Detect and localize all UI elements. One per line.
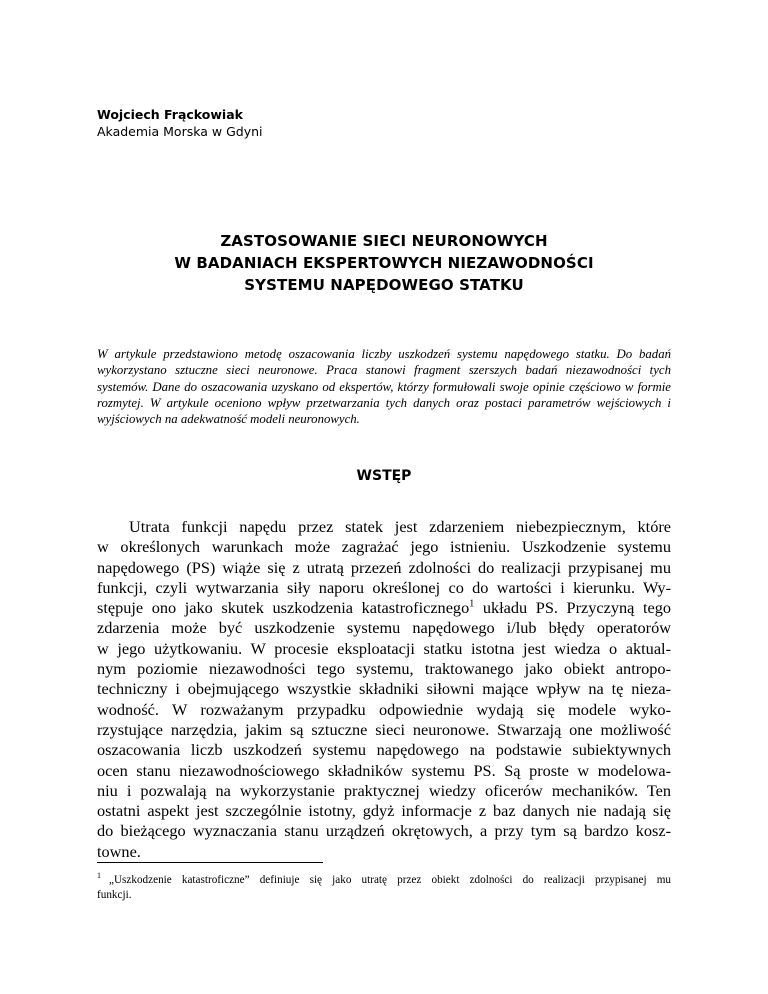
body-line: oszacowania liczb uszkodzeń systemu napędowego na podstawie subiektywnych — [97, 740, 671, 760]
title-line: W BADANIACH EKSPERTOWYCH NIEZAWODNOŚCI — [174, 254, 594, 272]
abstract: W artykule przedstawiono metodę oszacowania liczby uszkodzeń systemu napędowego statku. Do badań wykorzystano sztuczne sieci neuronowe. Praca stanowi fragment szerszych badań niezawodności tych systemów. Dane do oszacowania uzyskano od ekspertów, którzy formułowali swoje opinie częściowo w formie rozmytej. W artykule oceniono wpływ przetwarzania tych danych oraz postaci parametrów wejściowych i wyjściowych na adekwatność modeli neuronowych. — [97, 347, 671, 427]
author-affiliation: Akademia Morska w Gdyni — [97, 124, 263, 139]
body-line: zdarzenia może być uszkodzenie systemu napędowego i/lub błędy operatorów — [97, 618, 671, 638]
body-line-with-footnote — [97, 598, 671, 618]
body-line-text: układu PS. Przyczyną tego — [474, 598, 672, 618]
body-line-text: stępuje ono jako skutek uszkodzenia katastroficznego — [97, 598, 470, 618]
title-line: SYSTEMU NAPĘDOWEGO STATKU — [244, 276, 524, 294]
body-line: ostatni aspekt jest szczególnie istotny, gdyż informacje z baz danych nie nadają się — [97, 801, 671, 821]
body-paragraph — [97, 517, 671, 862]
body-line: funkcji, czyli wytwarzania siły naporu określonej co do wartości i kierunku. Wy- — [97, 577, 671, 597]
body-line: techniczny i obejmującego wszystkie składniki siłowni mające wpływ na tę nieza- — [97, 679, 671, 699]
author-name: Wojciech Frąckowiak — [97, 107, 243, 122]
body-line: do bieżącego wyznaczania stanu urządzeń okrętowych, a przy tym są bardzo kosz- — [97, 821, 671, 841]
title-line: ZASTOSOWANIE SIECI NEURONOWYCH — [220, 232, 548, 250]
body-line: napędowego (PS) wiąże się z utratą przezeń zdolności do realizacji przypisanej mu — [97, 557, 671, 577]
body-line: towne. — [97, 841, 141, 861]
footnote — [97, 873, 671, 903]
body-line: w jego użytkowaniu. W procesie eksploatacji statku istotna jest wiedza o aktual- — [97, 638, 671, 658]
footnote-line — [97, 873, 671, 888]
body-line: wodność. W rozważanym przypadku odpowiednie wydają się modele wyko- — [97, 699, 671, 719]
footnote-number: 1 — [97, 871, 101, 881]
footnote-line: funkcji. — [97, 889, 132, 901]
body-line: Utrata funkcji napędu przez statek jest zdarzeniem niebezpiecznym, które — [129, 517, 671, 536]
body-line: ocen stanu niezawodnościowego składników systemu PS. Są proste w modelowa- — [97, 760, 671, 780]
paper-title — [97, 230, 671, 296]
author-block — [97, 106, 263, 140]
body-line: rzystujące narzędzia, jakim są sztuczne sieci neuronowe. Stwarzają one możliwość — [97, 719, 671, 739]
footnote-text: „Uszkodzenie katastroficzne” definiuje się jako utratę przez obiekt zdolności do realizacji przypisanej mu — [109, 874, 671, 886]
body-line: nym poziomie niezawodności tego systemu, traktowanego jako obiekt antropo- — [97, 659, 671, 679]
footnote-divider — [97, 862, 323, 863]
body-line: w określonych warunkach może zagrażać jego istnieniu. Uszkodzenie systemu — [97, 537, 671, 557]
footnote-reference[interactable]: 1 — [469, 598, 475, 610]
body-line: niu i pozwalają na wykorzystanie praktycznej wiedzy oficerów mechaników. Ten — [97, 780, 671, 800]
section-heading: WSTĘP — [356, 468, 412, 484]
